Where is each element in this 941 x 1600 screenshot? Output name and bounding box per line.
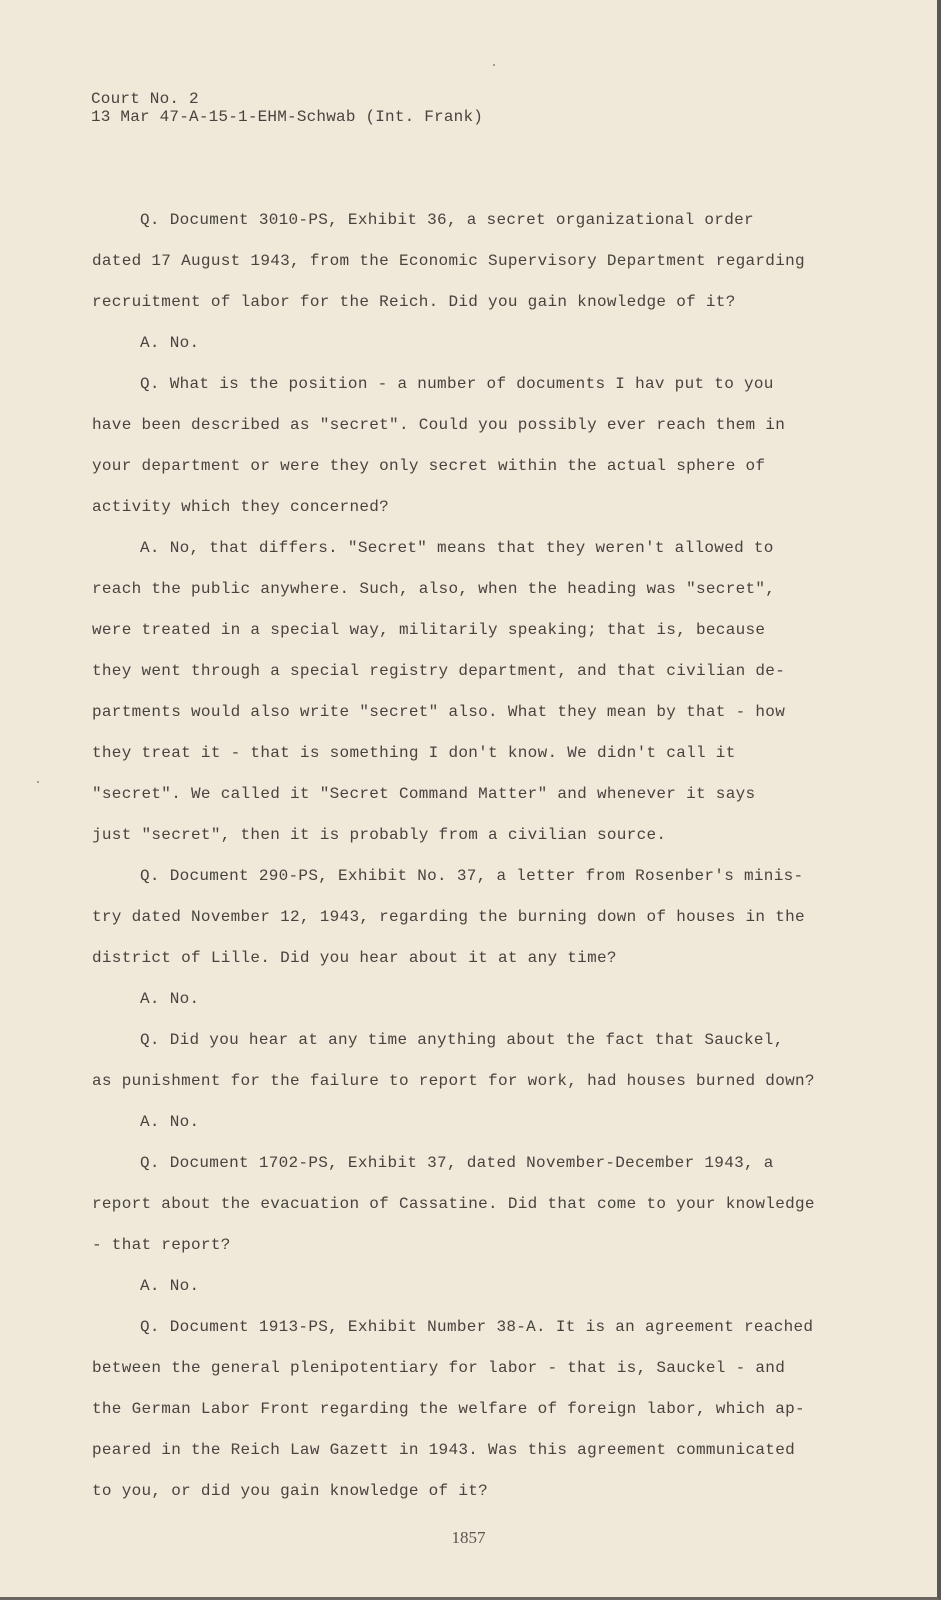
- transcript-line: they treat it - that is something I don't know. We didn't call it: [92, 744, 736, 762]
- transcript-line: the German Labor Front regarding the welfare of foreign labor, which ap-: [92, 1400, 805, 1418]
- transcript-line: peared in the Reich Law Gazett in 1943. Was this agreement communicated: [92, 1441, 796, 1459]
- paper-speck: [493, 64, 495, 66]
- transcript-line: reach the public anywhere. Such, also, when the heading was "secret",: [92, 580, 776, 598]
- transcript-line: have been described as "secret". Could you possibly ever reach them in: [92, 416, 786, 434]
- transcript-line: Q. Document 290-PS, Exhibit No. 37, a letter from Rosenber's minis-: [140, 867, 804, 885]
- transcript-line: report about the evacuation of Cassatine. Did that come to your knowledge: [92, 1195, 815, 1213]
- transcript-line: - that report?: [92, 1236, 231, 1254]
- transcript-line: partments would also write "secret" also. What they mean by that - how: [92, 703, 786, 721]
- transcript-line: Q. Did you hear at any time anything about the fact that Sauckel,: [140, 1031, 784, 1049]
- transcript-line: try dated November 12, 1943, regarding the burning down of houses in the: [92, 908, 805, 926]
- transcript-line: "secret". We called it "Secret Command Matter" and whenever it says: [92, 785, 756, 803]
- transcript-line: Q. What is the position - a number of documents I hav put to you: [140, 375, 774, 393]
- transcript-line: your department or were they only secret within the actual sphere of: [92, 457, 766, 475]
- transcript-line: between the general plenipotentiary for labor - that is, Sauckel - and: [92, 1359, 786, 1377]
- transcript-line: they went through a special registry department, and that civilian de-: [92, 662, 786, 680]
- transcript-line: A. No.: [140, 990, 200, 1008]
- document-header: [91, 90, 483, 126]
- transcript-line: just "secret", then it is probably from a civilian source.: [92, 826, 667, 844]
- transcript-line: A. No.: [140, 334, 200, 352]
- transcript-body: [92, 205, 872, 1517]
- transcript-line: Q. Document 1913-PS, Exhibit Number 38-A. It is an agreement reached: [140, 1318, 814, 1336]
- transcript-line: were treated in a special way, militarily speaking; that is, because: [92, 621, 766, 639]
- transcript-line: district of Lille. Did you hear about it at any time?: [92, 949, 617, 967]
- transcript-line: dated 17 August 1943, from the Economic Supervisory Department regarding: [92, 252, 805, 270]
- transcript-line: A. No.: [140, 1277, 200, 1295]
- page-number: 1857: [451, 1528, 486, 1547]
- court-label: Court No. 2: [91, 90, 199, 108]
- document-reference: 13 Mar 47-A-15-1-EHM-Schwab (Int. Frank): [91, 108, 484, 126]
- paper-speck: [37, 781, 39, 783]
- transcript-line: to you, or did you gain knowledge of it?: [92, 1482, 489, 1500]
- transcript-line: as punishment for the failure to report for work, had houses burned down?: [92, 1072, 815, 1090]
- transcript-line: Q. Document 1702-PS, Exhibit 37, dated November-December 1943, a: [140, 1154, 774, 1172]
- transcript-line: recruitment of labor for the Reich. Did you gain knowledge of it?: [92, 293, 736, 311]
- transcript-line: Q. Document 3010-PS, Exhibit 36, a secret organizational order: [140, 211, 754, 229]
- transcript-line: activity which they concerned?: [92, 498, 390, 516]
- transcript-line: A. No.: [140, 1113, 200, 1131]
- transcript-line: A. No, that differs. "Secret" means that they weren't allowed to: [140, 539, 774, 557]
